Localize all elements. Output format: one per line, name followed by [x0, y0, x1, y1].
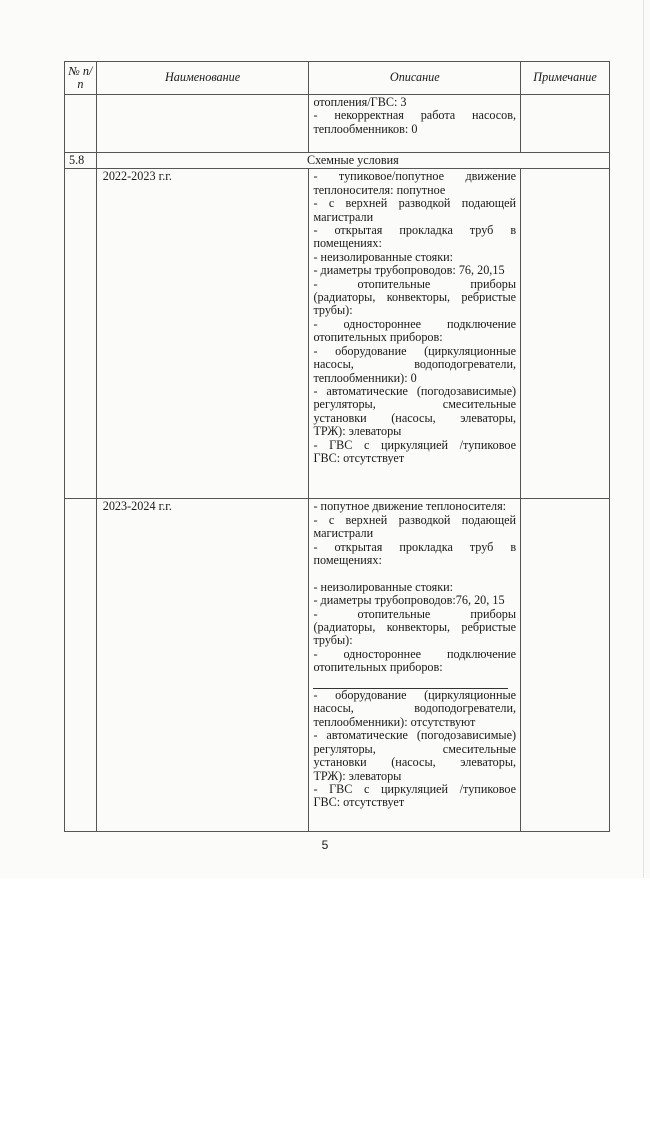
description-line: насосы, водоподогреватели, — [313, 701, 517, 716]
period-description — [309, 169, 521, 499]
description-line: теплоносителя: попутное — [313, 182, 446, 197]
description-line: - ГВС с циркуляцией /тупиковое — [313, 437, 517, 452]
description-line: - отопительные приборы — [313, 276, 517, 291]
header-note: Примечание — [521, 62, 610, 95]
table-row — [65, 169, 610, 499]
description-line: - открытая прокладка труб в — [313, 539, 517, 554]
description-line: - одностороннее подключение — [313, 316, 517, 331]
description-line: ГВС: отсутствует — [313, 795, 405, 810]
description-line: - автоматические (погодозависимые) — [313, 728, 517, 743]
section-title: Схемные условия — [96, 153, 609, 169]
description-line: ТРЖ): элеваторы — [313, 768, 402, 783]
page-number: 5 — [321, 838, 329, 852]
description-line: ТРЖ): элеваторы — [313, 424, 402, 439]
description-line: - тупиковое/попутное движение — [313, 169, 517, 184]
description-line: трубы): — [313, 633, 353, 648]
page-edge — [643, 0, 644, 878]
description-line: установки (насосы, элеваторы, — [313, 755, 517, 770]
blank-line — [313, 567, 516, 580]
description-line: - с верхней разводкой подающей — [313, 512, 517, 527]
description-line: - диаметры трубопроводов:76, 20, 15 — [313, 593, 505, 608]
description-line: - отопительные приборы — [313, 606, 517, 621]
section-row — [65, 153, 610, 169]
specification-table — [64, 61, 610, 832]
description-line: - с верхней разводкой подающей — [313, 196, 517, 211]
description-line: - одностороннее подключение — [313, 646, 517, 661]
period-name: 2022-2023 г.г. — [96, 169, 309, 499]
period-description — [309, 499, 521, 832]
description-line: помещениях: — [313, 236, 382, 251]
description-line: теплообменники): отсутствуют — [313, 714, 476, 729]
continuation-description: отопления/ГВС: 3 - некорректная работа насосов, теплообменников: 0 — [309, 95, 521, 153]
description-line: регуляторы, смесительные — [313, 741, 517, 756]
description-line: ГВС: отсутствует — [313, 450, 405, 465]
description-line: насосы, водоподогреватели, — [313, 357, 517, 372]
description-line: помещениях: — [313, 553, 382, 568]
description-line: - попутное движение теплоносителя: — [313, 499, 507, 514]
description-line: - открытая прокладка труб в — [313, 223, 517, 238]
description-line: установки (насосы, элеваторы, — [313, 410, 517, 425]
description-line: - оборудование (циркуляционные — [313, 343, 517, 358]
description-line: магистрали — [313, 209, 374, 224]
description-line: трубы): — [313, 303, 353, 318]
separator-line — [313, 675, 508, 689]
description-line: - автоматические (погодозависимые) — [313, 383, 517, 398]
header-description: Описание — [309, 62, 521, 95]
table-row — [65, 95, 610, 153]
header-number: № п/п — [65, 62, 97, 95]
description-line: регуляторы, смесительные — [313, 397, 517, 412]
period-name: 2023-2024 г.г. — [96, 499, 309, 832]
header-row — [65, 62, 610, 95]
description-line: - ГВС с циркуляцией /тупиковое — [313, 781, 517, 796]
description-line: теплообменники): 0 — [313, 370, 417, 385]
description-line: магистрали — [313, 526, 374, 541]
header-name: Наименование — [96, 62, 309, 95]
table-row — [65, 499, 610, 832]
description-line: отопительных приборов: — [313, 330, 443, 345]
section-number: 5.8 — [65, 153, 97, 169]
description-line: (радиаторы, конвекторы, ребристые — [313, 290, 517, 305]
description-line: - неизолированные стояки: — [313, 579, 454, 594]
description-line: - диаметры трубопроводов: 76, 20,15 — [313, 263, 505, 278]
description-line: - неизолированные стояки: — [313, 249, 454, 264]
description-line: (радиаторы, конвекторы, ребристые — [313, 620, 517, 635]
description-line: - оборудование (циркуляционные — [313, 688, 517, 703]
description-line: отопительных приборов: — [313, 660, 443, 675]
